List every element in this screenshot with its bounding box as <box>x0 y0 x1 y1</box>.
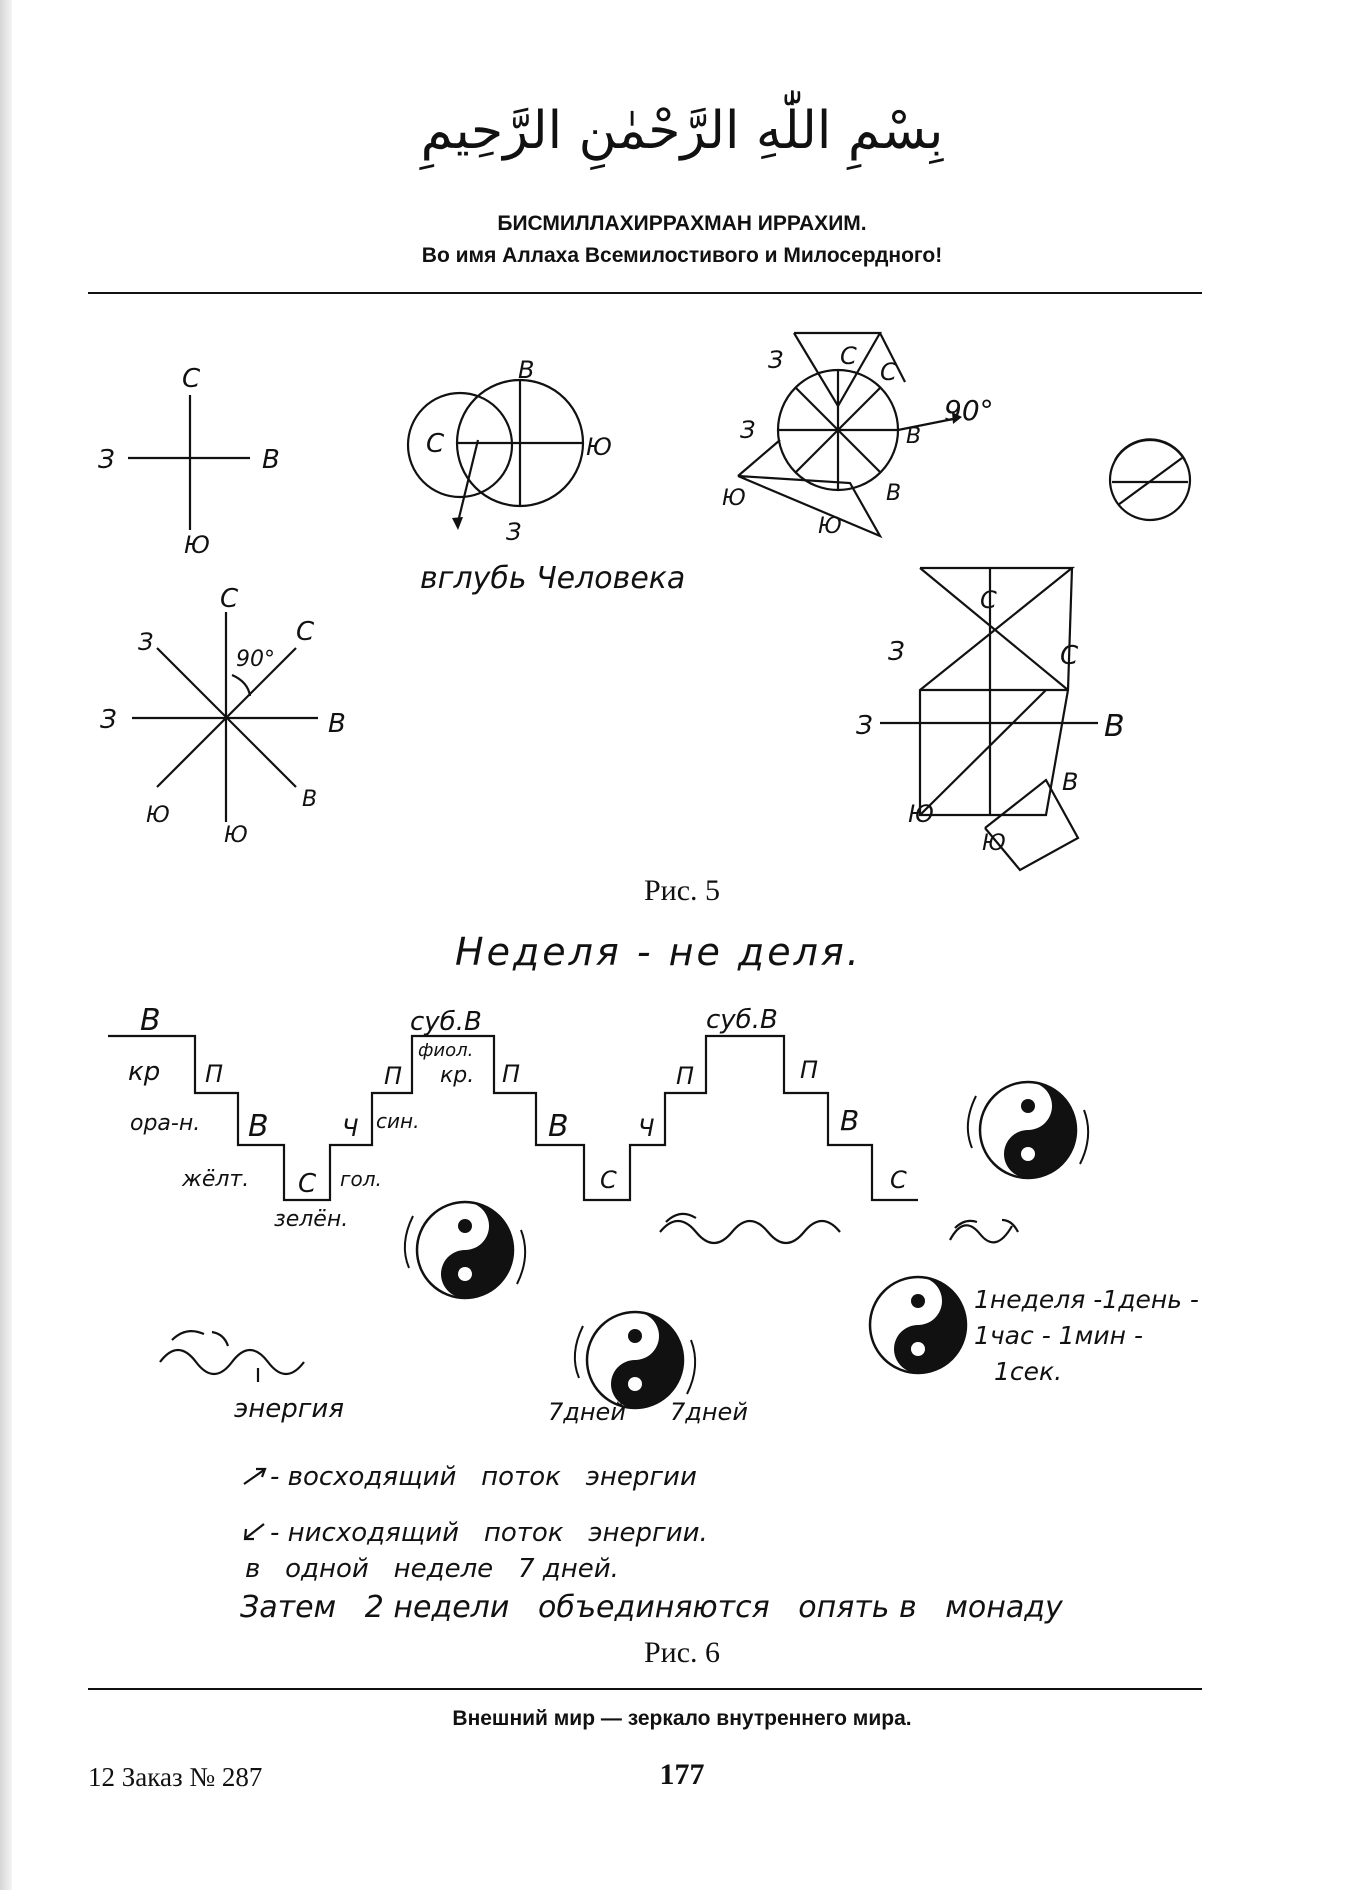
legend-line-3: в одной неделе 7 дней. <box>245 1554 619 1584</box>
footer-divider <box>88 1688 1202 1690</box>
legend-line-4: Затем 2 недели объединяются опять в монаду <box>240 1590 1063 1625</box>
figure-5-diagrams <box>0 300 1364 880</box>
cross-label-s: Ю <box>184 531 210 559</box>
hex-label-yu2: Ю <box>982 831 1006 856</box>
week-note-line-1: 1неделя -1день - <box>974 1285 1199 1314</box>
circles-label-top: В <box>518 356 535 384</box>
page-number: 177 <box>659 1758 705 1791</box>
star-label-z2: З <box>740 416 756 444</box>
circles-note: вглубь Человека <box>420 561 686 596</box>
legend-line-1: - восходящий поток энергии <box>270 1462 697 1492</box>
yin-yang-top-right <box>958 1070 1098 1190</box>
small-circle-glyph <box>1110 439 1190 520</box>
step-v4: В <box>840 1104 860 1137</box>
header-divider <box>88 292 1202 294</box>
star-label-b2: В <box>886 481 902 506</box>
hex-label-c2: С <box>1060 641 1079 671</box>
step-v3: В <box>548 1109 569 1144</box>
star-label-c2: С <box>880 358 897 386</box>
circles-label-small: С <box>426 429 445 459</box>
eight-label-se: В <box>302 787 318 812</box>
hex-label-c: С <box>980 586 997 614</box>
step-fiol: фиол. <box>418 1040 474 1061</box>
wave-middle <box>660 1221 840 1243</box>
footer-quote: Внешний мир — зеркало внутреннего мира. <box>452 1707 912 1730</box>
eight-label-n: С <box>220 584 239 614</box>
step-b1: В <box>140 1003 161 1038</box>
step-oran: ора-н. <box>130 1111 201 1136</box>
arrow-down-icon <box>240 1520 270 1549</box>
compass-cross <box>98 364 280 559</box>
legend-line-2: - нисходящий поток энергии. <box>270 1518 708 1548</box>
figure-6-caption: Рис. 6 <box>643 1636 721 1669</box>
header-transliteration: БИСМИЛЛАХИРРАХМАН ИРРАХИМ. <box>497 212 867 235</box>
eight-label-sw: Ю <box>146 803 170 828</box>
bismillah-calligraphy: بِسْمِ اللّٰهِ الرَّحْمٰنِ الرَّحِيمِ <box>420 101 944 161</box>
step-sin: син. <box>376 1109 420 1133</box>
figure-6-title: Неделя - не деля. <box>455 930 862 974</box>
star-label-b1: В <box>906 424 922 449</box>
hex-label-z2: З <box>856 711 873 741</box>
step-p2: П <box>384 1062 403 1090</box>
star-label-z1: З <box>768 346 784 374</box>
hex-label-b: В <box>1104 709 1125 744</box>
step-p5: П <box>800 1056 819 1084</box>
header-translation: Во имя Аллаха Всемилостивого и Милосердного! <box>421 244 943 267</box>
hexagon-construction <box>856 568 1125 870</box>
week-note-line-2: 1час - 1мин - <box>974 1321 1143 1350</box>
star-label-c1: С <box>840 342 857 370</box>
energy-label: энергия <box>234 1394 344 1424</box>
week-note-line-3: 1сек. <box>994 1357 1063 1386</box>
step-c3: С <box>890 1166 907 1194</box>
cross-label-w: З <box>98 445 115 475</box>
step-gol: гол. <box>340 1167 382 1191</box>
star-label-yu2: Ю <box>818 514 842 539</box>
eight-label-ne: С <box>296 617 315 647</box>
step-c1: С <box>298 1169 317 1199</box>
eight-label-s: Ю <box>224 823 248 848</box>
step-sub2: суб.В <box>706 1005 778 1035</box>
eight-direction-compass <box>100 584 346 848</box>
eight-label-e: В <box>328 709 346 739</box>
step-ch2: Ч <box>638 1114 655 1142</box>
step-c2: С <box>600 1166 617 1194</box>
circles-inward <box>408 356 685 596</box>
wave-energy <box>160 1350 304 1374</box>
arrow-up-icon <box>240 1464 270 1493</box>
eight-label-w: З <box>100 705 117 735</box>
step-zhelt: жёлт. <box>182 1167 250 1192</box>
step-kr2: кр. <box>440 1063 475 1088</box>
print-order-number: 12 Заказ № 287 <box>88 1762 263 1792</box>
step-p4: П <box>676 1062 695 1090</box>
eight-label-angle: 90° <box>236 647 275 672</box>
step-p3: П <box>502 1060 521 1088</box>
hex-label-b2: В <box>1062 768 1079 796</box>
week-note <box>974 1282 1199 1390</box>
days-label-1: 7дней <box>548 1398 626 1426</box>
star-label-angle: 90° <box>944 394 994 427</box>
step-kr: кр <box>128 1057 161 1087</box>
step-zelen: зелён. <box>274 1207 349 1232</box>
yin-yang-left <box>395 1190 535 1310</box>
circles-label-bottom: З <box>506 518 522 546</box>
hex-label-yu1: Ю <box>908 800 934 828</box>
step-ch1: Ч <box>342 1114 359 1142</box>
hex-label-z1: З <box>888 637 905 667</box>
step-p1: П <box>205 1060 224 1088</box>
star-circle <box>722 333 994 539</box>
cross-label-e: В <box>262 445 280 475</box>
step-v2: В <box>248 1109 269 1144</box>
circles-label-right: Ю <box>586 433 612 461</box>
page-edge <box>0 0 12 1890</box>
eight-label-nw: З <box>138 628 154 656</box>
cross-label-n: С <box>182 364 201 394</box>
yin-yang-right <box>858 1270 978 1380</box>
days-label-2: 7дней <box>670 1398 748 1426</box>
step-sub1: суб.В <box>410 1007 482 1037</box>
star-label-yu1: Ю <box>722 486 746 511</box>
figure-5-caption: Рис. 5 <box>643 874 721 907</box>
